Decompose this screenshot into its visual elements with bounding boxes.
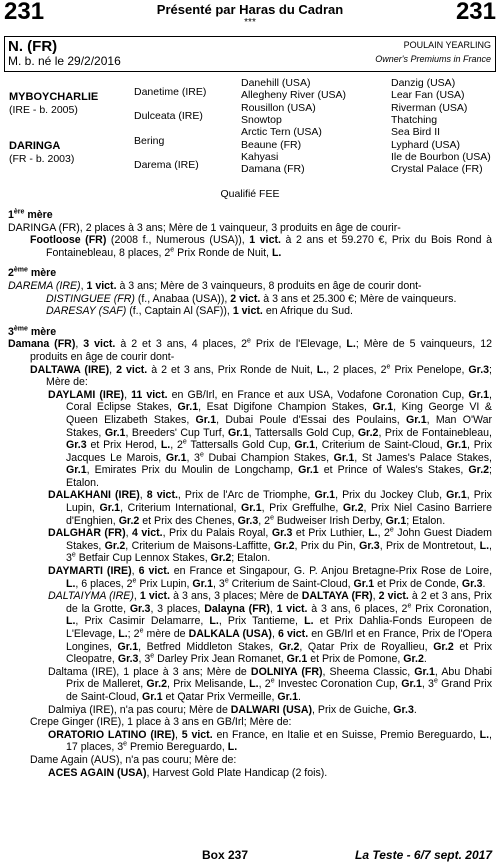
sale-venue: La Teste - 6/7 sept. 2017	[355, 848, 492, 862]
sire-name: MYBOYCHARLIE	[9, 91, 99, 103]
first-dam-produce-1: Footloose (FR) (2008 f., Numerous (USA)), 1 vict. à 2 ans et 59.270 €, Prix du Bois Rond à Fontainebleau, 8 places, 2e Prix Ronde de Nuit, L.	[30, 234, 492, 259]
ped-g3-2: Allegheny River (USA)	[241, 89, 347, 101]
section-third-dam: 3ème mère	[8, 325, 57, 338]
ped-g3-5: Arctic Tern (USA)	[241, 126, 322, 138]
horse-name: N. (FR)	[8, 38, 58, 55]
lot-number-left: 231	[4, 0, 45, 25]
produce-daylami: DAYLAMI (IRE), 11 vict. en GB/Irl, en France et aux USA, Vodafone Coronation Cup, Gr.1, Coral Eclipse Stakes, Gr.1, Esat Digifone Champion Stakes, Gr.1, King George VI & Queen Elizabeth Stakes, Gr.1, Dubai Poule d'Essai des Poulains, Gr.1, Man O'War Stakes, Gr.1, Breeders' Cup Turf, Gr.1, Tattersalls Gold Cup, Gr.2, Prix de Fontainebleau, Gr.3 et Prix Herod, L., 2e Tattersalls Gold Cup, Gr.1, Criterium de Saint-Cloud, Gr.1, Prix Jacques Le Marois, Gr.1, 3e Dubai Champion Stakes, Gr.1, St James's Palace Stakes, Gr.1, Emirates Prix du Moulin de Longchamp, Gr.1 et Prince of Wales's Stakes, Gr.2; Etalon.	[48, 388, 492, 489]
horse-birth: M. b. né le 29/2/2016	[8, 54, 121, 68]
section-second-dam: 2ème mère	[8, 266, 57, 280]
horse-box	[4, 36, 496, 72]
ped-g4-1: Danzig (USA)	[391, 77, 456, 89]
produce-dalmiya: Dalmiya (IRE), n'a pas couru; Mère de DALWARI (USA), Prix de Guiche, Gr.3.	[48, 703, 417, 716]
ped-g2-4: Darema (IRE)	[134, 159, 199, 171]
ped-g3-4: Snowtop	[241, 114, 282, 126]
dam-info: (FR - b. 2003)	[9, 153, 75, 165]
first-dam-text: DARINGA (FR), 2 places à 3 ans; Mère de 1 vainqueur, 3 produits en âge de courir-	[8, 221, 401, 234]
stars: ***	[244, 17, 256, 28]
produce-dame-again: Dame Again (AUS), n'a pas couru; Mère de:	[30, 753, 237, 766]
produce-dalghar: DALGHAR (FR), 4 vict., Prix du Palais Royal, Gr.3 et Prix Luthier, L., 2e John Guest Diadem Stakes, Gr.2, Criterium de Maisons-Laffitte, Gr.2, Prix du Pin, Gr.3, Prix de Montretout, L., 3e Betfair Cup Lennox Stakes, Gr.2; Etalon.	[48, 526, 492, 565]
second-dam-produce-2: DARESAY (SAF) (f., Captain Al (SAF)), 1 vict. en Afrique du Sud.	[46, 305, 353, 318]
ped-g4-2: Lear Fan (USA)	[391, 89, 465, 101]
ped-g3-8: Damana (FR)	[241, 163, 305, 175]
ped-g4-4: Thatching	[391, 114, 438, 126]
qualification: Qualifié FEE	[220, 188, 280, 200]
produce-crepe-ginger: Crepe Ginger (IRE), 1 place à 3 ans en GB/Irl; Mère de:	[30, 716, 292, 729]
box-number: Box 237	[202, 848, 249, 862]
produce-daymarti: DAYMARTI (IRE), 6 vict. en France et Singapour, G. P. Anjou Bretagne-Prix Rose de Loire, L., 6 places, 2e Prix Lupin, Gr.1, 3e Criterium de Saint-Cloud, Gr.1 et Prix de Conde, Gr.3.	[48, 565, 493, 590]
second-dam-produce-1: DISTINGUEE (FR) (f., Anabaa (USA)), 2 vict. à 3 ans et 25.300 €; Mère de vainqueurs.	[46, 292, 457, 305]
dam-name: DARINGA	[9, 140, 61, 152]
produce-daltaiyma: DALTAIYMA (IRE), 1 vict. à 3 ans, 3 places; Mère de DALTAYA (FR), 2 vict. à 2 et 3 ans, Prix de la Grotte, Gr.3, 3 places, Dalayna (FR), 1 vict. à 3 ans, 6 places, 2e Prix Coronation, L., Prix Casimir Delamarre, L., Prix Tantieme, L. et Prix Dahlia-Fonds Europeen de L'Elevage, L.; 2e mère de DALKALA (USA), 6 vict. en GB/Irl et en France, Prix de l'Opera Longines, Gr.1, Betfred Middleton Stakes, Gr.2, Qatar Prix de Royallieu, Gr.2 et Prix Cleopatre, Gr.3, 3e Darley Prix Jean Romanet, Gr.1 et Prix de Pomone, Gr.2.	[48, 590, 493, 666]
pedigree-table	[0, 77, 500, 182]
third-dam-text: Damana (FR), 3 vict. à 2 et 3 ans, 4 places, 2e Prix de l'Elevage, L.; Mère de 5 vainqueurs, 12 produits en âge de courir dont-	[8, 337, 492, 363]
ped-g2-2: Dulceata (IRE)	[134, 110, 203, 122]
ped-g3-1: Danehill (USA)	[241, 77, 311, 89]
ped-g2-1: Danetime (IRE)	[134, 86, 207, 98]
produce-dalakhani: DALAKHANI (IRE), 8 vict., Prix de l'Arc de Triomphe, Gr.1, Prix du Jockey Club, Gr.1, Prix Lupin, Gr.1, Criterium International, Gr.1, Prix Greffulhe, Gr.2, Prix Niel Casino Barriere d'Enghien, Gr.2 et Prix des Chenes, Gr.3, 2e Budweiser Irish Derby, Gr.1; Etalon.	[48, 489, 492, 527]
second-dam-text: DAREMA (IRE), 1 vict. à 3 ans; Mère de 3 vainqueurs, 8 produits en âge de courir dont-	[8, 279, 422, 292]
ped-g4-7: Ile de Bourbon (USA)	[391, 151, 491, 163]
ped-g4-3: Riverman (USA)	[391, 102, 468, 114]
ped-g2-3: Bering	[134, 135, 165, 147]
section-first-dam: 1ère mère	[8, 208, 53, 221]
lot-number-right: 231	[455, 0, 496, 25]
produce-daltama: Daltama (IRE), 1 place à 3 ans; Mère de DOLNIYA (FR), Sheema Classic, Gr.1, Abu Dhabi Prix de Malleret, Gr.2, Prix Melisande, L., 2e Investec Coronation Cup, Gr.1, 3e Grand Prix de Saint-Cloud, Gr.1 et Qatar Prix Vermeille, Gr.1.	[48, 665, 493, 703]
produce-aces-again: ACES AGAIN (USA), Harvest Gold Plate Handicap (2 fois).	[48, 766, 328, 779]
ped-g3-3: Rousillon (USA)	[241, 102, 316, 114]
ped-g3-7: Kahyasi	[241, 151, 279, 163]
sire-info: (IRE - b. 2005)	[9, 104, 78, 116]
ped-g4-6: Lyphard (USA)	[391, 139, 461, 151]
ped-g4-8: Crystal Palace (FR)	[391, 163, 483, 175]
presenter: Présenté par Haras du Cadran	[156, 2, 344, 17]
produce-daltawa: DALTAWA (IRE), 2 vict. à 2 et 3 ans, Prix Ronde de Nuit, L., 2 places, 2e Prix Penelope, Gr.3; Mère de:	[30, 363, 492, 389]
horse-premium: Owner's Premiums in France	[375, 54, 491, 64]
produce-record	[8, 209, 492, 779]
ped-g3-6: Beaune (FR)	[241, 139, 302, 151]
ped-g4-5: Sea Bird II	[391, 126, 441, 138]
horse-category: POULAIN YEARLING	[403, 40, 491, 50]
produce-oratorio: ORATORIO LATINO (IRE), 5 vict. en France, en Italie et en Suisse, Premio Bereguardo, L., 17 places, 3e Premio Bereguardo, L.	[48, 728, 492, 754]
